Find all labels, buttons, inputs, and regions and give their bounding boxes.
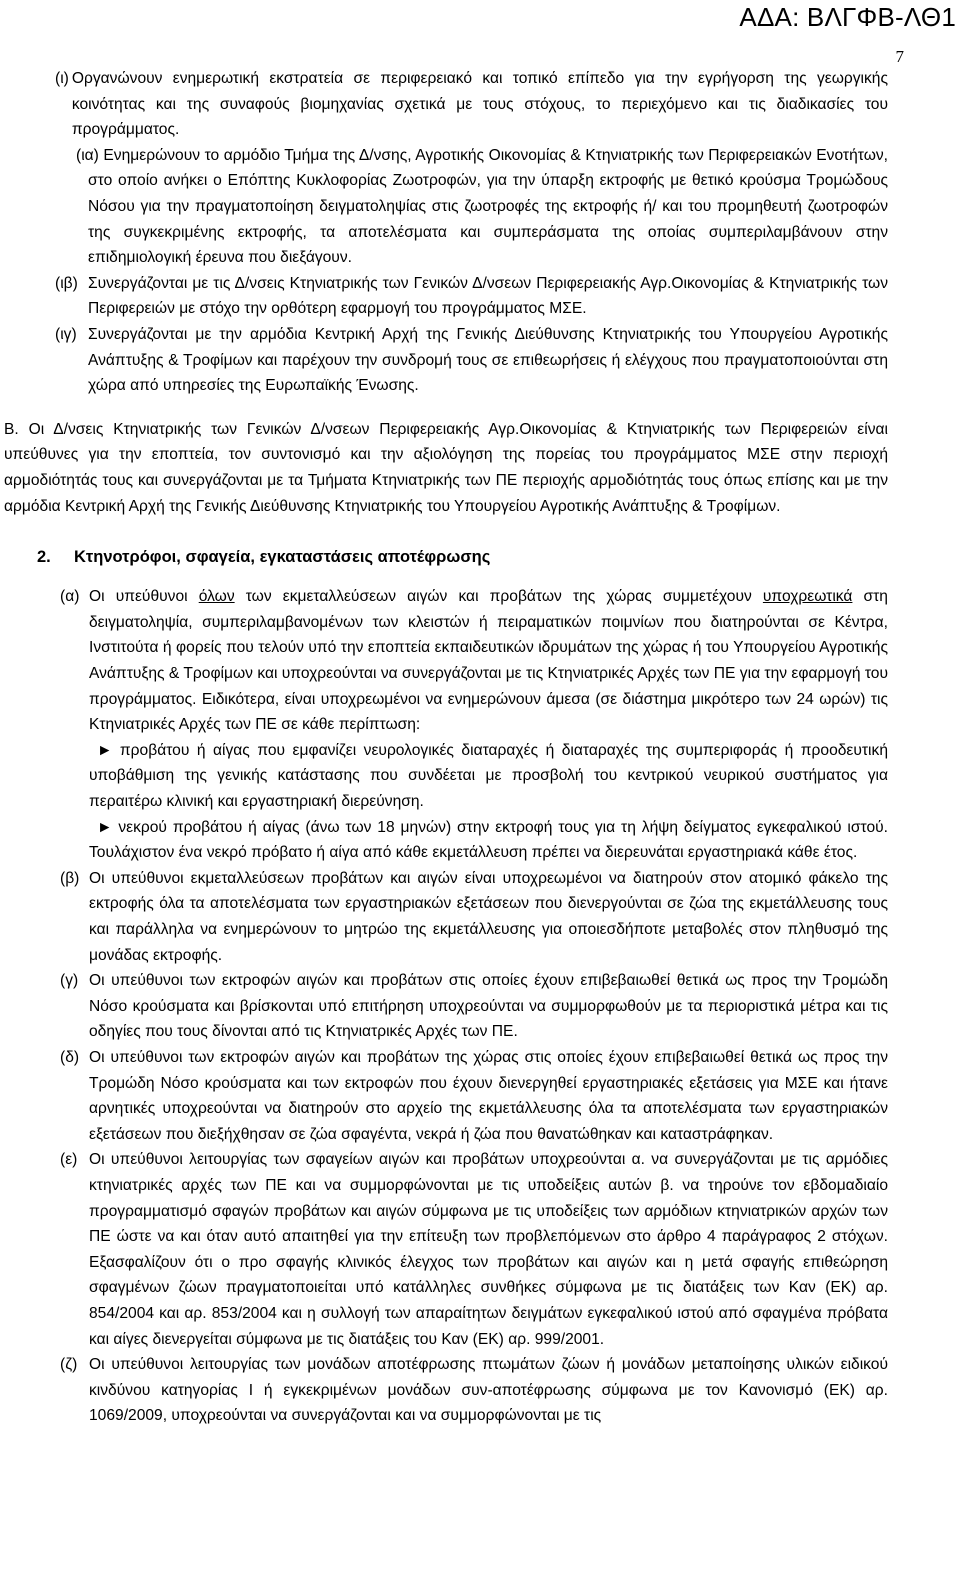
item-i [0,66,960,143]
item-b [0,866,960,968]
item-label: (ζ) [60,1356,78,1374]
item-ig [0,322,960,399]
item-d [0,1045,960,1147]
item-label: (ια) [76,146,99,164]
item-label: (ι) [55,70,69,87]
item-text: Οι υπεύθυνοι των εκτροφών αιγών και προβάτων στις οποίες έχουν επιβεβαιωθεί θετικά ως προς την Τρομώδη Νόσο κρούσματα και βρίσκονται υπό επιτήρηση υποχρεούνται να συμμορφωθούν με τα περιοριστικά μέτρα και τις οδηγίες που τους δίνονται από τις Κτηνιατρικές Αρχές των ΠΕ. [89,972,888,1041]
page-number: 7 [895,47,904,66]
item-a [0,584,960,866]
item-text: Οι υπεύθυνοι όλων των εκμεταλλεύσεων αιγών και προβάτων της χώρας συμμετέχουν υποχρεωτικά στη δειγματοληψία, συμπεριλαμβανομένων των κλειστών ή πειραματικών ποιμνίων που διατηρούνται σε Κέντρα, Ινστιτούτα ή φορείς που τελούν υπό την εποπτεία εκπαιδευτικών ιδρυμάτων της χώρας ή του Υπουργείου Αγροτικής Ανάπτυξης & Τροφίμων και υποχρεούνται να συνεργάζονται με τις Κτηνιατρικές Αρχές των ΠΕ για την εφαρμογή του προγράμματος. Ειδικότερα, είναι υποχρεωμένοι να ενημερώνουν άμεσα (σε διάστημα μικρότερο των 24 ωρών) τις Κτηνιατρικές Αρχές των ΠΕ σε κάθε περίπτωση: [89,588,888,734]
section-b [0,417,960,519]
bullet-item: ► προβάτου ή αίγας που εμφανίζει νευρολογικές διαταραχές ή διαταραχές της συμπεριφοράς ή προοδευτική υποβάθμιση της γενικής κατάστασης που συνδέεται με προσβολή του κεντρικού νευρικού συστήματος για περαιτέρω κλινική και εργαστηριακή διερεύνηση. [89,741,888,811]
item-label: (β) [60,869,80,887]
section-b-text: Β. Οι Δ/νσεις Κτηνιατρικής των Γενικών Δ/νσεων Περιφερειακής Αγρ.Οικονομίας & Κτηνιατρικής των Περιφερειών είναι υπεύθυνες για την εποπτεία, τον συντονισμό και την αξιολόγηση της πορείας του προγράμματος ΜΣΕ στην περιοχή αρμοδιότητάς τους και συνεργάζονται με τα Τμήματα Κτηνιατρικής των ΠΕ περιοχής αρμοδιότητάς τους όπως επίσης και με την αρμόδια Κεντρική Αρχή της Γενικής Διεύθυνσης Κτηνιατρικής του Υπουργείου Αγροτικής Ανάπτυξης & Τροφίμων. [4,420,888,515]
item-label: (γ) [60,972,79,990]
item-text-block [89,584,888,866]
item-text: Οι υπεύθυνοι των εκτροφών αιγών και προβάτων της χώρας στις οποίες έχουν επιβεβαιωθεί θετικά ως προς την Τρομώδη Νόσο κρούσματα και των εκτροφών που έχουν διενεργηθεί εργαστηριακές εξετάσεις για ΜΣΕ και ήτανε αρνητικές υποχρεούνται να διατηρούν στο αρχείο της εκμετάλλευσης όλα τα αποτελέσματα των εργαστηριακών εξετάσεων που διεξήχθησαν σε ζώα σφαγέντα, νεκρά ή ζώα που θανατώθηκαν και καταστράφηκαν. [89,1048,888,1143]
item-text: Ενημερώνουν το αρμόδιο Τμήμα της Δ/νσης, Αγροτικής Οικονομίας & Κτηνιατρικής των Περιφερειακών Ενοτήτων, στο οποίο ανήκει ο Επόπτης Κυκλοφορίας Ζωοτροφών, για την ύπαρξη εκτροφής με θετικό κρούσμα Τρομώδους Νόσου για την πραγματοποίηση δειγματοληψίας στις ζωοτροφές της εκτροφής ή/ και του προμηθευτή ζωοτροφών της συγκεκριμένης εκτροφής, τα αποτελέσματα και συμπεράσματα της οποίας συμπεριλαμβάνουν στην επιδημιολογική έρευνα που διεξάγουν. [88,146,888,267]
section-2-heading [0,545,960,571]
item-label: (α) [60,588,80,606]
item-ib [0,271,960,322]
item-label: (δ) [60,1048,80,1066]
item-text: Οι υπεύθυνοι εκμεταλλεύσεων προβάτων και αιγών είναι υποχρεωμένοι να διατηρούν στον ατομικό φάκελο της εκτροφής όλα τα αποτελέσματα των εργαστηριακών εξετάσεων που διενεργούνται σε ζώα της εκμετάλλευσης τους και παράλληλα να ενημερώνουν το μητρώο της εκμετάλλευσης για οποιεσδήποτε μεταβολές στον πληθυσμό της μονάδας εκτροφής. [89,869,888,964]
item-e [0,1147,960,1352]
item-text: Συνεργάζονται με τις Δ/νσεις Κτηνιατρικής των Γενικών Δ/νσεων Περιφερειακής Αγρ.Οικονομίας & Κτηνιατρικής των Περιφερειών με στόχο την ορθότερη εφαρμογή του προγράμματος ΜΣΕ. [88,274,888,318]
item-z [0,1352,960,1429]
item-label: (ιγ) [55,325,77,343]
item-g [0,968,960,1045]
item-text: Οι υπεύθυνοι λειτουργίας των μονάδων αποτέφρωσης πτωμάτων ζώων ή μονάδων μεταποίησης υλικών ειδικού κινδύνου κατηγορίας Ι ή εγκεκριμένων μονάδων συν-αποτέφρωσης σύμφωνα με τον Κανονισμό (ΕΚ) αρ. 1069/2009, υποχρεούνται να συνεργάζονται και να συμμορφώνονται με τις [89,1356,888,1425]
ada-code: ΑΔΑ: ΒΛΓΦΒ-ΛΘ1 [739,2,956,32]
section-title: Κτηνοτρόφοι, σφαγεία, εγκαταστάσεις αποτέφρωσης [74,547,491,566]
bullet-item: ► νεκρού προβάτου ή αίγας (άνω των 18 μηνών) στην εκτροφή τους για τη λήψη δείγματος εγκεφαλικού ιστού. Τουλάχιστον ένα νεκρό πρόβατο ή αίγα από κάθε εκμετάλλευση πρέπει να διερευνάται εργαστηριακά κάθε έτος. [89,818,888,862]
item-ia [0,143,960,271]
item-label: (ιβ) [55,274,78,292]
item-label: (ε) [60,1151,78,1169]
document-body [0,66,960,1429]
item-text: Συνεργάζονται με την αρμόδια Κεντρική Αρχή της Γενικής Διεύθυνσης Κτηνιατρικής του Υπουργείου Αγροτικής Ανάπτυξης & Τροφίμων και παρέχουν την συνδρομή τους σε επιθεωρήσεις ή ελέγχους που πραγματοποιούνται στη χώρα από υπηρεσίες της Ευρωπαϊκής Ένωσης. [88,325,888,395]
item-text: Οι υπεύθυνοι λειτουργίας των σφαγείων αιγών και προβάτων υποχρεούνται α. να συνεργάζονται με τις αρμόδιες κτηνιατρικές αρχές των ΠΕ και να συμμορφώνονται με τις υποδείξεις αυτών β. να τηρούνε τον εβδομαδιαίο προγραμματισμό σφαγών προβάτων και αιγών σύμφωνα με τις υποδείξεις των αρμόδιων κτηνιατρικών αρχών των ΠΕ ώστε να και όταν αυτό απαιτηθεί για την επίτευξη των προβλεπόμενων στο άρθρο 4 παράγραφος 2 στόχων. Εξασφαλίζουν ότι ο προ σφαγής κλινικός έλεγχος των προβάτων και αιγών και η μετά σφαγής επιθεώρηση σφαγμένων ζώων πραγματοποιείται υπό κατάλληλες συνθήκες σύμφωνα με τις διατάξεις των Καν (ΕΚ) αρ. 854/2004 και αρ. 853/2004 και η συλλογή των απαραίτητων δειγμάτων εγκεφαλικού ιστού από σφαγμένα πρόβατα και αίγες διενεργείται σύμφωνα με τις διατάξεις του Καν (ΕΚ) αρ. 999/2001. [89,1151,888,1348]
section-number: 2. [37,547,51,566]
item-text: Οργανώνουν ενημερωτική εκστρατεία σε περιφερειακό και τοπικό επίπεδο για την εγρήγορση της γεωργικής κοινότητας και της συναφούς βιομηχανίας σχετικά με τους στόχους, το περιεχόμενο και τις διαδικασίες του προγράμματος. [71,70,888,139]
